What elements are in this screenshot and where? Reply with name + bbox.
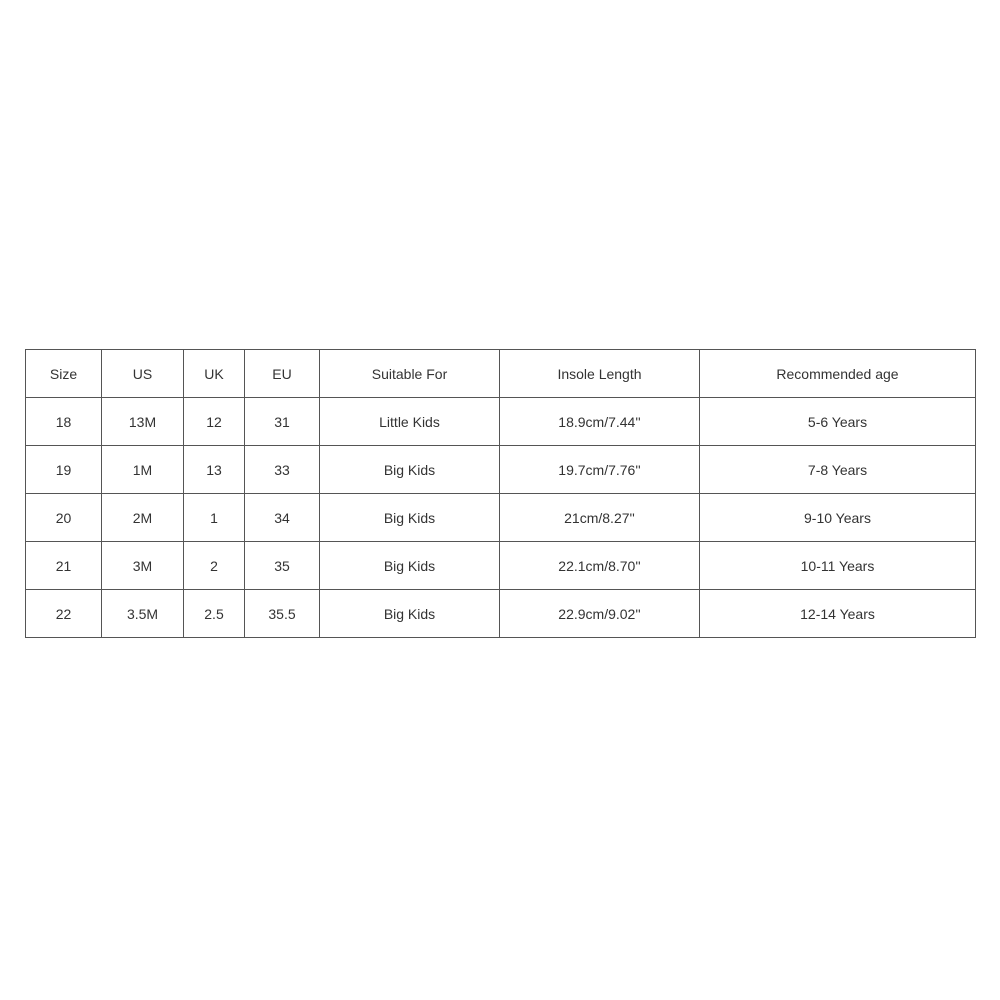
header-size: Size [26,350,102,398]
cell-recommended-age: 9-10 Years [700,494,976,542]
header-us: US [102,350,184,398]
cell-recommended-age: 10-11 Years [700,542,976,590]
cell-size: 21 [26,542,102,590]
cell-suitable-for: Big Kids [320,446,500,494]
cell-insole-length: 22.1cm/8.70'' [500,542,700,590]
table-row [26,494,976,542]
cell-size: 19 [26,446,102,494]
cell-eu: 35.5 [245,590,320,638]
cell-recommended-age: 12-14 Years [700,590,976,638]
cell-eu: 35 [245,542,320,590]
table-row [26,542,976,590]
cell-insole-length: 19.7cm/7.76'' [500,446,700,494]
header-suitable-for: Suitable For [320,350,500,398]
cell-us: 3M [102,542,184,590]
cell-us: 1M [102,446,184,494]
cell-us: 13M [102,398,184,446]
cell-eu: 33 [245,446,320,494]
cell-uk: 13 [184,446,245,494]
size-chart-table [25,349,976,638]
cell-suitable-for: Big Kids [320,590,500,638]
table-row [26,398,976,446]
cell-eu: 34 [245,494,320,542]
cell-suitable-for: Big Kids [320,542,500,590]
cell-eu: 31 [245,398,320,446]
header-recommended-age: Recommended age [700,350,976,398]
header-uk: UK [184,350,245,398]
cell-recommended-age: 5-6 Years [700,398,976,446]
cell-uk: 2 [184,542,245,590]
cell-uk: 1 [184,494,245,542]
cell-insole-length: 22.9cm/9.02'' [500,590,700,638]
cell-uk: 12 [184,398,245,446]
cell-uk: 2.5 [184,590,245,638]
cell-size: 20 [26,494,102,542]
table-row [26,446,976,494]
cell-us: 2M [102,494,184,542]
header-row [26,350,976,398]
cell-us: 3.5M [102,590,184,638]
cell-insole-length: 21cm/8.27'' [500,494,700,542]
cell-suitable-for: Little Kids [320,398,500,446]
cell-suitable-for: Big Kids [320,494,500,542]
cell-size: 18 [26,398,102,446]
header-insole-length: Insole Length [500,350,700,398]
table-row [26,590,976,638]
cell-insole-length: 18.9cm/7.44'' [500,398,700,446]
cell-recommended-age: 7-8 Years [700,446,976,494]
cell-size: 22 [26,590,102,638]
header-eu: EU [245,350,320,398]
